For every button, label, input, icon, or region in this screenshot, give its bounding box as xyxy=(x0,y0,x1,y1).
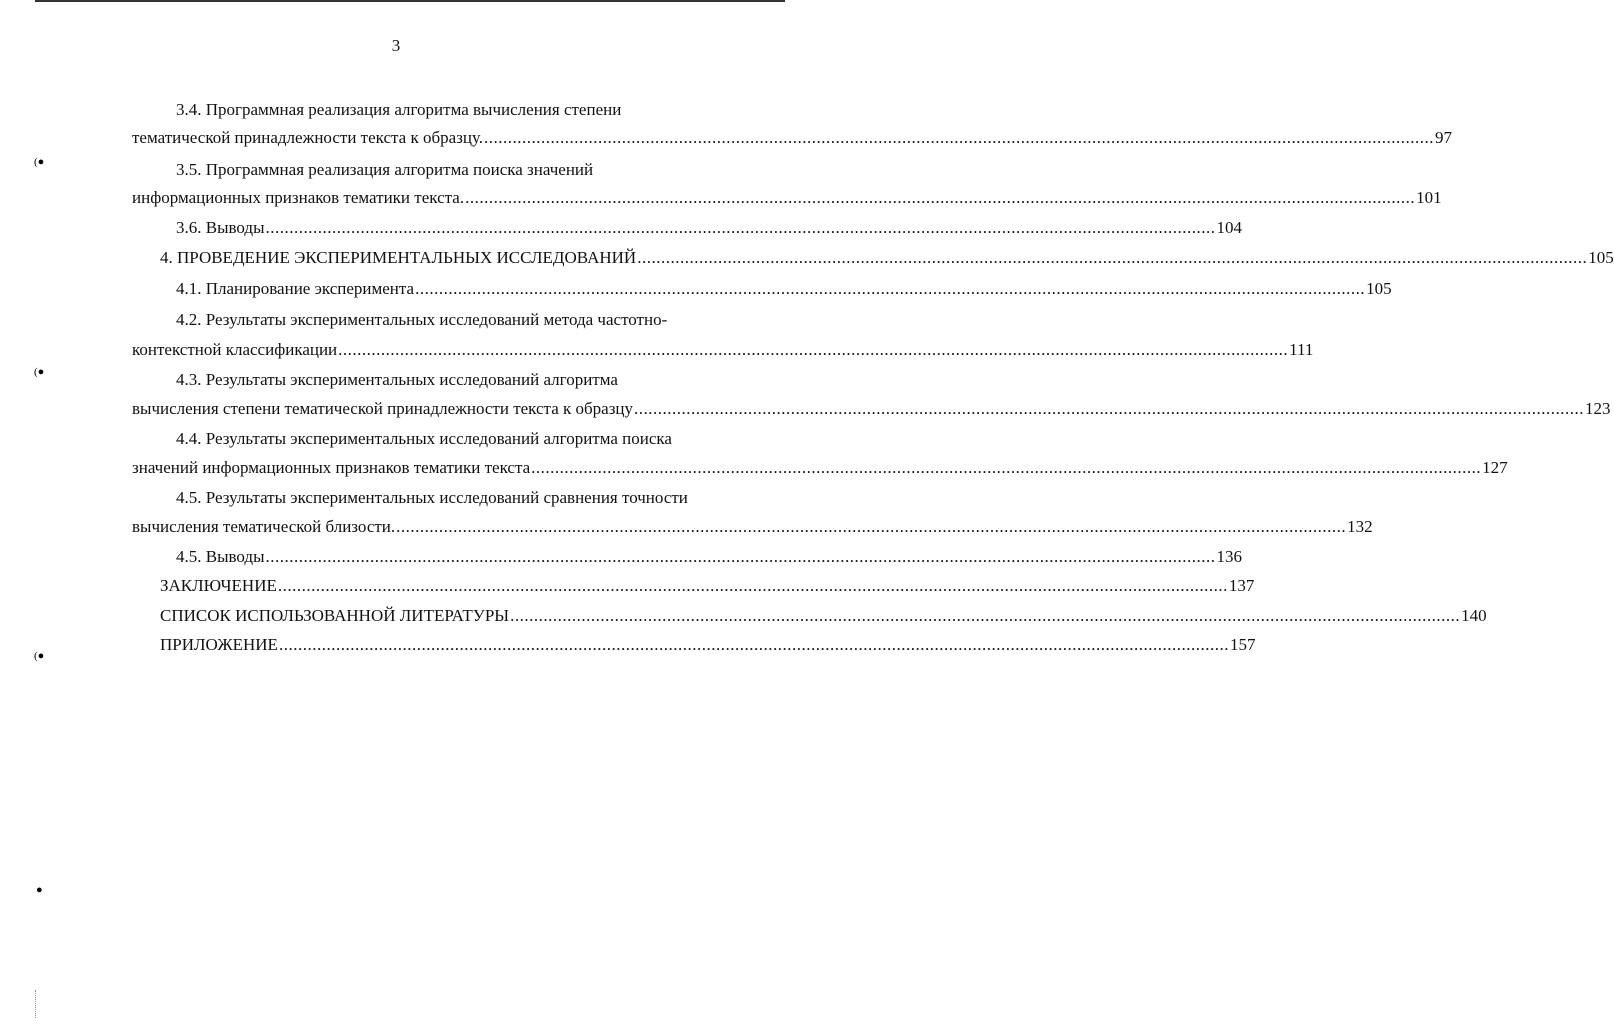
leader-dots: ........................................................................................................................................................................................................ xyxy=(396,517,1347,536)
toc-entry-4-4[interactable] xyxy=(132,458,1508,478)
toc-page-number: 123 xyxy=(1585,399,1611,418)
toc-entry-text: контекстной классификации xyxy=(132,340,338,359)
toc-entry-text: вычисления тематической близости. xyxy=(132,517,396,536)
toc-page-number: 132 xyxy=(1347,517,1373,536)
toc-entry-4-5-line1: 4.5. Результаты экспериментальных исследований сравнения точности xyxy=(176,488,688,507)
leader-dots: ........................................................................................................................................................................................................ xyxy=(634,399,1585,418)
toc-entry-text: информационных признаков тематики текста. xyxy=(132,188,465,207)
toc-page-number: 105 xyxy=(1366,279,1392,298)
toc-entry-text: 4.5. Выводы xyxy=(176,547,265,566)
toc-entry-text: тематической принадлежности текста к образцу. xyxy=(132,128,484,147)
leader-dots: ........................................................................................................................................................................................................ xyxy=(465,188,1416,207)
toc-page-number: 105 xyxy=(1588,248,1614,267)
binding-hole-mark: ● xyxy=(36,884,43,896)
toc-entry-text: 4. ПРОВЕДЕНИЕ ЭКСПЕРИМЕНТАЛЬНЫХ ИССЛЕДОВАНИЙ xyxy=(160,248,637,267)
toc-entry-4-4-line1: 4.4. Результаты экспериментальных исследований алгоритма поиска xyxy=(176,429,672,448)
toc-entry-4-5-conclusions[interactable] xyxy=(176,547,1243,567)
binding-hole-mark: (● xyxy=(34,156,45,168)
toc-entry-text: 3.6. Выводы xyxy=(176,218,265,237)
leader-dots: ........................................................................................................................................................................................................ xyxy=(265,547,1216,566)
toc-entry-text: вычисления степени тематической принадлежности текста к образцу xyxy=(132,399,634,418)
leader-dots: ........................................................................................................................................................................................................ xyxy=(531,458,1482,477)
toc-entry-3-4-line1: 3.4. Программная реализация алгоритма вычисления степени xyxy=(176,100,622,119)
toc-entry-4-3[interactable] xyxy=(132,399,1611,419)
toc-page-number: 157 xyxy=(1229,635,1256,654)
leader-dots: ........................................................................................................................................................................................................ xyxy=(637,248,1588,267)
toc-entry-4-2[interactable] xyxy=(132,340,1314,360)
toc-page-number: 127 xyxy=(1482,458,1508,477)
leader-dots: ........................................................................................................................................................................................................ xyxy=(338,340,1289,359)
toc-entry-4-5[interactable] xyxy=(132,517,1373,537)
toc-page-number: 101 xyxy=(1416,188,1442,207)
toc-entry-4-3-line1: 4.3. Результаты экспериментальных исследований алгоритма xyxy=(176,370,618,389)
toc-page-number: 97 xyxy=(1435,128,1453,147)
leader-dots: ........................................................................................................................................................................................................ xyxy=(415,279,1366,298)
margin-scan-line xyxy=(35,990,37,1018)
leader-dots: ........................................................................................................................................................................................................ xyxy=(510,606,1461,625)
toc-page-number: 111 xyxy=(1289,340,1314,359)
toc-entry-text: значений информационных признаков тематики текста xyxy=(132,458,531,477)
toc-page-number: 136 xyxy=(1216,547,1243,566)
toc-entry-conclusion[interactable] xyxy=(160,576,1255,596)
leader-dots: ........................................................................................................................................................................................................ xyxy=(484,128,1435,147)
toc-entry-text: 4.1. Планирование эксперимента xyxy=(176,279,415,298)
toc-entry-appendix[interactable] xyxy=(160,635,1256,655)
toc-entry-references[interactable] xyxy=(160,606,1487,626)
binding-hole-mark: (● xyxy=(34,366,45,378)
leader-dots: ........................................................................................................................................................................................................ xyxy=(277,576,1228,595)
toc-entry-text: ЗАКЛЮЧЕНИЕ xyxy=(160,576,277,595)
toc-entry-4-2-line1: 4.2. Результаты экспериментальных исследований метода частотно- xyxy=(176,310,668,329)
leader-dots: ........................................................................................................................................................................................................ xyxy=(265,218,1216,237)
toc-entry-4[interactable] xyxy=(160,248,1614,268)
toc-entry-3-5[interactable] xyxy=(132,188,1442,208)
toc-page-number: 137 xyxy=(1228,576,1255,595)
toc-page-number: 104 xyxy=(1216,218,1243,237)
toc-entry-3-4[interactable] xyxy=(132,128,1453,148)
toc-entry-text: ПРИЛОЖЕНИЕ xyxy=(160,635,278,654)
binding-hole-mark: (● xyxy=(34,650,45,662)
toc-page-number: 140 xyxy=(1461,606,1487,625)
leader-dots: ........................................................................................................................................................................................................ xyxy=(278,635,1229,654)
page-number: 3 xyxy=(391,36,401,55)
toc-entry-text: СПИСОК ИСПОЛЬЗОВАННОЙ ЛИТЕРАТУРЫ xyxy=(160,606,510,625)
toc-entry-4-1[interactable] xyxy=(176,279,1392,299)
toc-entry-3-6[interactable] xyxy=(176,218,1243,238)
toc-entry-3-5-line1: 3.5. Программная реализация алгоритма поиска значений xyxy=(176,160,594,179)
